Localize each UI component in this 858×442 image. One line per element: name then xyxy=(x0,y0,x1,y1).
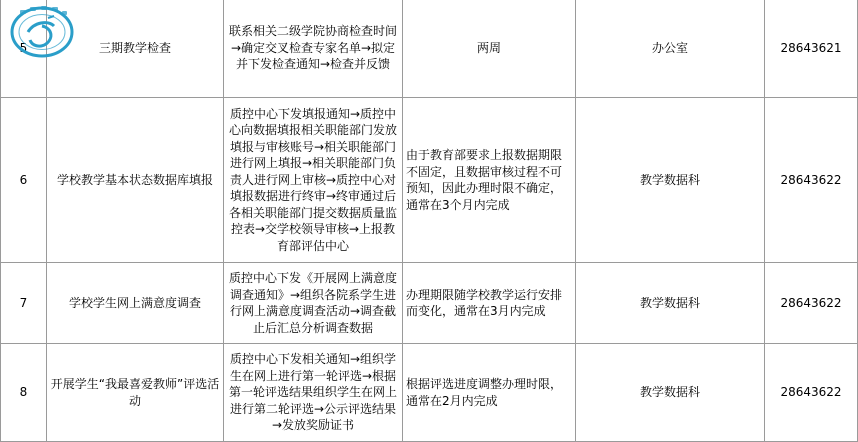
table-row xyxy=(1,344,858,442)
item-name: 三期教学检查 xyxy=(47,0,224,98)
school-emblem-icon xyxy=(8,4,76,60)
time-limit: 由于教育部要求上报数据期限不固定，且数据审核过程不可预知，因此办理时限不确定，通常在3个月内完成 xyxy=(403,98,576,263)
process-flow: 质控中心下发填报通知→质控中心向数据填报相关职能部门发放填报与审核账号→相关职能部门进行网上填报→相关职能部门负责人进行网上审核→质控中心对填报数据进行终审→终审通过后各相关职能部门提交数据质量监控表→交学校领导审核→上报教育部评估中心 xyxy=(224,98,403,263)
row-index: 7 xyxy=(1,263,47,344)
process-flow: 质控中心下发相关通知→组织学生在网上进行第一轮评选→根据第一轮评选结果组织学生在网上进行第二轮评选→公示评选结果→发放奖励证书 xyxy=(224,344,403,442)
item-name: 开展学生“我最喜爱教师”评选活动 xyxy=(47,344,224,442)
phone-number: 28643622 xyxy=(765,263,858,344)
time-limit: 办理期限随学校教学运行安排而变化，通常在3月内完成 xyxy=(403,263,576,344)
department: 教学数据科 xyxy=(576,263,765,344)
item-name: 学校学生网上满意度调查 xyxy=(47,263,224,344)
process-flow: 质控中心下发《开展网上满意度调查通知》→组织各院系学生进行网上满意度调查活动→调查截止后汇总分析调查数据 xyxy=(224,263,403,344)
phone-number: 28643622 xyxy=(765,344,858,442)
phone-number: 28643621 xyxy=(765,0,858,98)
department: 办公室 xyxy=(576,0,765,98)
time-limit: 根据评选进度调整办理时限，通常在2月内完成 xyxy=(403,344,576,442)
row-index: 8 xyxy=(1,344,47,442)
table-row xyxy=(1,0,858,98)
table-row xyxy=(1,263,858,344)
department: 教学数据科 xyxy=(576,98,765,263)
process-flow: 联系相关二级学院协商检查时间→确定交叉检查专家名单→拟定并下发检查通知→检查并反馈 xyxy=(224,0,403,98)
row-index: 6 xyxy=(1,98,47,263)
phone-number: 28643622 xyxy=(765,98,858,263)
table-row xyxy=(1,98,858,263)
time-limit: 两周 xyxy=(403,0,576,98)
row-index: 5 xyxy=(1,0,47,98)
item-name: 学校教学基本状态数据库填报 xyxy=(47,98,224,263)
department: 教学数据科 xyxy=(576,344,765,442)
